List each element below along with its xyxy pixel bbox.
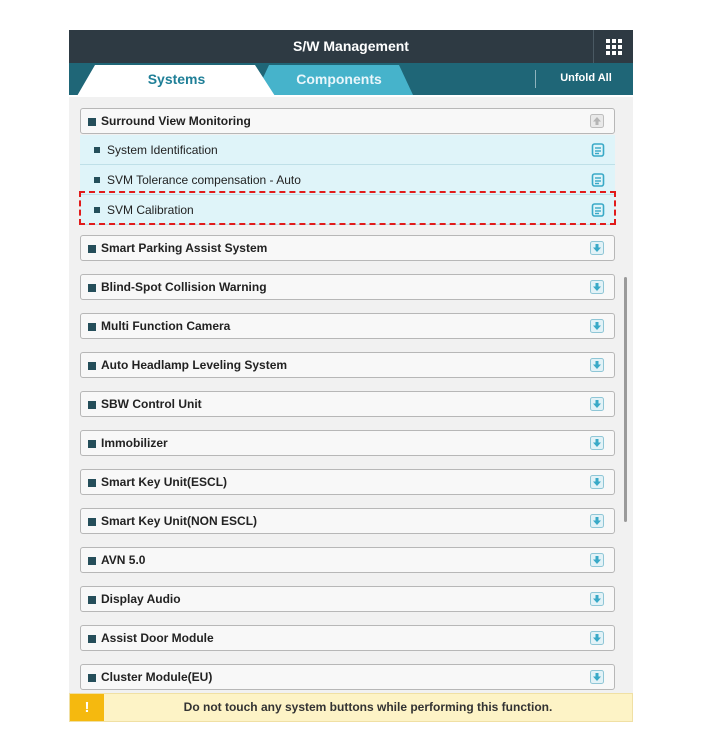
- system-label: Auto Headlamp Leveling System: [101, 358, 288, 372]
- expand-icon[interactable]: [590, 514, 604, 528]
- scrollbar[interactable]: [624, 277, 627, 522]
- bullet-icon: [88, 323, 96, 331]
- system-label: SBW Control Unit: [101, 397, 202, 411]
- bullet-icon: [94, 147, 100, 153]
- bullet-icon: [88, 596, 96, 604]
- collapse-icon[interactable]: [590, 114, 604, 128]
- expand-icon[interactable]: [590, 397, 604, 411]
- system-row[interactable]: [80, 352, 615, 378]
- sub-item-label: System Identification: [107, 143, 218, 157]
- warning-message: Do not touch any system buttons while performing this function.: [183, 700, 553, 714]
- bullet-icon: [88, 118, 96, 126]
- system-row[interactable]: [80, 664, 615, 690]
- grid-icon: [606, 39, 622, 55]
- divider: [535, 70, 536, 88]
- bullet-icon: [88, 557, 96, 565]
- sub-item-label: SVM Tolerance compensation - Auto: [107, 173, 301, 187]
- system-row[interactable]: [80, 235, 615, 261]
- system-row[interactable]: [80, 469, 615, 495]
- menu-button[interactable]: [593, 30, 633, 63]
- bullet-icon: [88, 518, 96, 526]
- system-label: Cluster Module(EU): [101, 670, 213, 684]
- title-bar: [69, 30, 633, 63]
- sw-management-window: [69, 30, 633, 722]
- sub-item-label: SVM Calibration: [107, 203, 194, 217]
- tab-bar: [69, 63, 633, 95]
- system-row[interactable]: [80, 391, 615, 417]
- system-label: Immobilizer: [101, 436, 168, 450]
- expand-icon[interactable]: [590, 592, 604, 606]
- warning-banner: [69, 693, 633, 722]
- system-row[interactable]: [80, 508, 615, 534]
- system-label: Surround View Monitoring: [101, 114, 251, 128]
- system-label: Smart Key Unit(NON ESCL): [101, 514, 258, 528]
- bullet-icon: [88, 362, 96, 370]
- expand-icon[interactable]: [590, 553, 604, 567]
- system-row[interactable]: [80, 625, 615, 651]
- warning-icon: !: [70, 694, 104, 721]
- bullet-icon: [88, 479, 96, 487]
- bullet-icon: [88, 674, 96, 682]
- system-row[interactable]: [80, 313, 615, 339]
- system-row[interactable]: [80, 430, 615, 456]
- expand-icon[interactable]: [590, 358, 604, 372]
- page-title: S/W Management: [293, 38, 409, 54]
- bullet-icon: [88, 635, 96, 643]
- system-label: Blind-Spot Collision Warning: [101, 280, 267, 294]
- unfold-all-button[interactable]: Unfold All: [560, 72, 612, 84]
- bullet-icon: [88, 245, 96, 253]
- system-label: Display Audio: [101, 592, 181, 606]
- sub-item-system-identification[interactable]: [80, 135, 615, 165]
- system-label: Smart Key Unit(ESCL): [101, 475, 228, 489]
- expand-icon[interactable]: [590, 475, 604, 489]
- system-row[interactable]: [80, 274, 615, 300]
- system-list[interactable]: [69, 97, 633, 720]
- expand-icon[interactable]: [590, 319, 604, 333]
- expand-icon[interactable]: [590, 670, 604, 684]
- document-icon[interactable]: [591, 143, 605, 157]
- system-row[interactable]: [80, 547, 615, 573]
- expand-icon[interactable]: [590, 241, 604, 255]
- system-row[interactable]: [80, 586, 615, 612]
- system-label: AVN 5.0: [101, 553, 146, 567]
- system-label: Smart Parking Assist System: [101, 241, 268, 255]
- bullet-icon: [88, 440, 96, 448]
- selection-highlight: [79, 191, 616, 225]
- document-icon[interactable]: [591, 173, 605, 187]
- expand-icon[interactable]: [590, 631, 604, 645]
- system-row-surround-view-monitoring[interactable]: [80, 108, 615, 134]
- bullet-icon: [88, 284, 96, 292]
- expand-icon[interactable]: [590, 280, 604, 294]
- tab-systems[interactable]: Systems: [147, 71, 206, 87]
- tab-components[interactable]: Components: [296, 71, 382, 87]
- bullet-icon: [94, 177, 100, 183]
- system-label: Assist Door Module: [101, 631, 214, 645]
- system-label: Multi Function Camera: [101, 319, 231, 333]
- expand-icon[interactable]: [590, 436, 604, 450]
- bullet-icon: [88, 401, 96, 409]
